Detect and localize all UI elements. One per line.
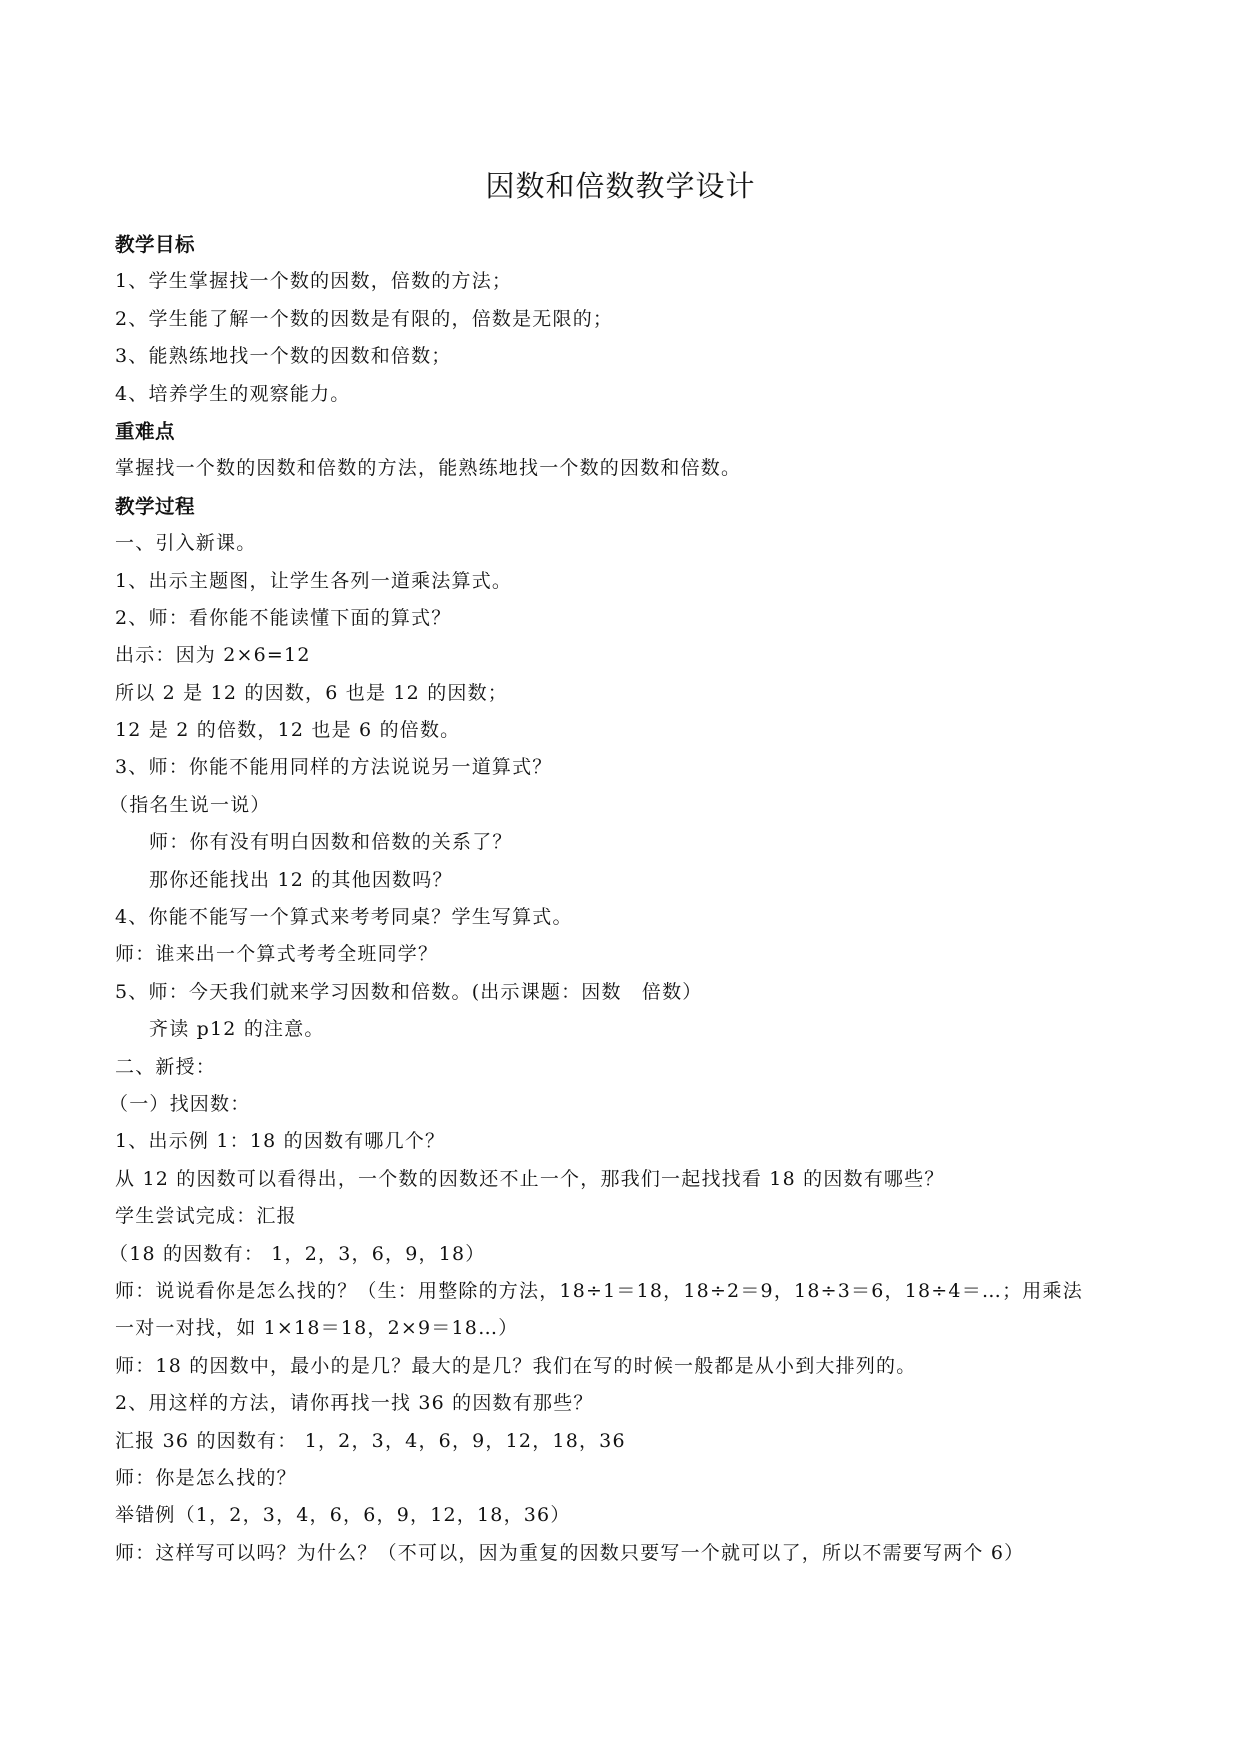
process-line: 2、师：看你能不能读懂下面的算式？ [115, 606, 452, 629]
objective-item: 2、学生能了解一个数的因数是有限的，倍数是无限的； [115, 307, 614, 330]
process-line: 师：这样写可以吗？为什么？（不可以，因为重复的因数只要写一个就可以了，所以不需要写两个 6） [115, 1541, 1025, 1564]
process-line: 从 12 的因数可以看得出，一个数的因数还不止一个，那我们一起找找看 18 的因数有哪些？ [115, 1167, 945, 1190]
process-line: （一）找因数： [109, 1092, 251, 1115]
process-line: 1、出示主题图，让学生各列一道乘法算式。 [115, 569, 513, 592]
process-line: 5、师：今天我们就来学习因数和倍数。(出示课题：因数 倍数） [115, 980, 703, 1003]
section-heading-key-points: 重难点 [115, 419, 176, 443]
process-line: 举错例（1，2，3，4，6，6，9，12，18，36） [115, 1504, 571, 1527]
process-line: 师：谁来出一个算式考考全班同学？ [115, 943, 439, 966]
objective-item: 3、能熟练地找一个数的因数和倍数； [115, 345, 452, 368]
section-heading-objectives: 教学目标 [115, 233, 196, 256]
objective-item: 1、学生掌握找一个数的因数，倍数的方法； [115, 270, 513, 293]
process-line: 师：你是怎么找的？ [115, 1466, 297, 1489]
process-line: 师：说说看你是怎么找的？（生：用整除的方法，18÷1＝18，18÷2＝9，18÷3＝6，18÷4＝…；用乘法 [115, 1279, 1083, 1302]
process-line: 那你还能找出 12 的其他因数吗？ [149, 868, 453, 891]
process-line: 汇报 36 的因数有： 1，2，3，4，6，9，12，18，36 [115, 1429, 626, 1452]
key-points-text: 掌握找一个数的因数和倍数的方法，能熟练地找一个数的因数和倍数。 [115, 457, 742, 480]
document-title: 因数和倍数教学设计 [485, 169, 756, 203]
process-line: （指名生说一说） [109, 793, 271, 816]
process-line: （18 的因数有： 1，2，3，6，9，18） [109, 1242, 486, 1265]
process-line: 1、出示例 1：18 的因数有哪几个？ [115, 1130, 446, 1153]
process-line: 2、用这样的方法，请你再找一找 36 的因数有那些？ [115, 1392, 594, 1415]
process-line: 所以 2 是 12 的因数，6 也是 12 的因数； [115, 681, 509, 704]
process-line: 师：18 的因数中，最小的是几？最大的是几？我们在写的时候一般都是从小到大排列的。 [115, 1354, 917, 1377]
process-line: 一对一对找，如 1×18＝18，2×9＝18…） [115, 1317, 519, 1340]
process-line: 师：你有没有明白因数和倍数的关系了？ [149, 831, 513, 854]
process-line: 学生尝试完成：汇报 [115, 1205, 297, 1228]
objective-item: 4、培养学生的观察能力。 [115, 382, 351, 405]
section-heading-process: 教学过程 [115, 494, 196, 518]
process-line: 12 是 2 的倍数，12 也是 6 的倍数。 [115, 719, 461, 742]
process-line: 二、新授： [115, 1055, 217, 1078]
process-line: 4、你能不能写一个算式来考考同桌？学生写算式。 [115, 906, 573, 929]
document-body [109, 226, 1135, 1572]
process-line: 一、引入新课。 [115, 532, 257, 555]
process-line: 齐读 p12 的注意。 [149, 1018, 325, 1041]
process-line: 3、师：你能不能用同样的方法说说另一道算式？ [115, 756, 553, 779]
process-line: 出示：因为 2×6=12 [115, 644, 311, 667]
